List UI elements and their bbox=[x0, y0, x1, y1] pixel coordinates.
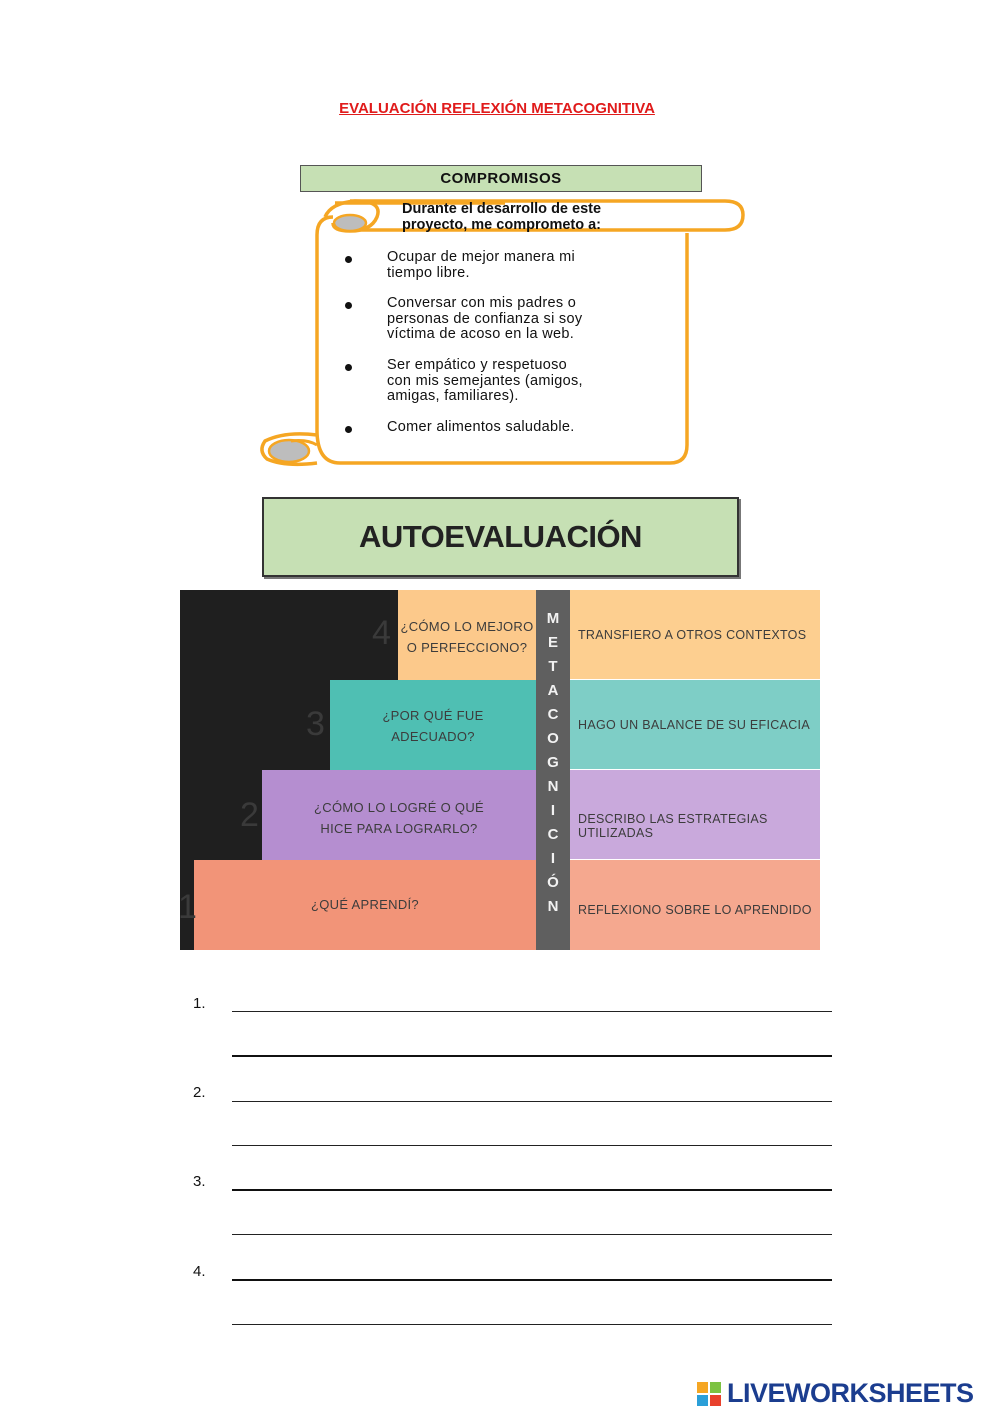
step-question-line: O PERFECCIONO? bbox=[406, 640, 528, 655]
step-4-number: 4 bbox=[372, 614, 391, 652]
step-1-action: REFLEXIONO SOBRE LO APRENDIDO bbox=[578, 903, 812, 917]
vertical-letter: I bbox=[550, 850, 556, 867]
step-3-question bbox=[330, 705, 536, 747]
bullet-icon bbox=[345, 364, 352, 371]
compromiso-line: amigas, familiares). bbox=[387, 388, 519, 404]
vertical-letter: I bbox=[550, 802, 556, 819]
intro-line: Durante el desarrollo de este bbox=[402, 201, 602, 217]
answer-line[interactable] bbox=[232, 1101, 832, 1102]
step-1-number: 1 bbox=[178, 888, 197, 926]
vertical-letter: G bbox=[547, 754, 559, 771]
metacognition-staircase bbox=[180, 590, 820, 950]
step-question-line: ¿CÓMO LO MEJORO bbox=[400, 619, 534, 634]
step-question-line: ¿POR QUÉ FUE bbox=[382, 708, 484, 723]
metacognicion-label bbox=[536, 610, 570, 922]
liveworksheets-brand: LIVEWORKSHEETS bbox=[727, 1378, 974, 1408]
answer-line[interactable] bbox=[232, 1145, 832, 1146]
bullet-icon bbox=[345, 426, 352, 433]
step-question-line: ¿CÓMO LO LOGRÉ O QUÉ bbox=[314, 800, 484, 815]
step-4-question bbox=[398, 616, 536, 658]
step-question-line: ADECUADO? bbox=[391, 729, 475, 744]
vertical-letter: Ó bbox=[547, 874, 559, 891]
compromiso-line: con mis semejantes (amigos, bbox=[387, 372, 583, 389]
autoevaluacion-header: AUTOEVALUACIÓN bbox=[262, 497, 739, 577]
vertical-letter: O bbox=[547, 730, 559, 747]
compromiso-line: Conversar con mis padres o bbox=[387, 295, 577, 311]
step-2-action: DESCRIBO LAS ESTRATEGIAS UTILIZADAS bbox=[578, 812, 768, 840]
step-1-question bbox=[194, 894, 536, 915]
vertical-letter: M bbox=[546, 610, 560, 627]
vertical-letter: C bbox=[547, 826, 559, 843]
compromiso-line: víctima de acoso en la web. bbox=[387, 326, 575, 342]
answer-line[interactable] bbox=[232, 1234, 832, 1235]
vertical-letter: E bbox=[547, 634, 558, 651]
vertical-letter: N bbox=[547, 778, 559, 795]
bullet-icon bbox=[345, 302, 352, 309]
answer-line[interactable] bbox=[232, 1189, 832, 1191]
step-4-action: TRANSFIERO A OTROS CONTEXTOS bbox=[578, 628, 807, 642]
compromisos-header: COMPROMISOS bbox=[300, 165, 702, 192]
answer-number: 4. bbox=[193, 1263, 206, 1280]
compromiso-line: personas de confianza si soy bbox=[387, 310, 583, 327]
answer-line[interactable] bbox=[232, 1011, 832, 1012]
step-3-action: HAGO UN BALANCE DE SU EFICACIA bbox=[578, 718, 810, 732]
answer-line[interactable] bbox=[232, 1324, 832, 1325]
answer-line[interactable] bbox=[232, 1055, 832, 1057]
step-2-question bbox=[262, 797, 536, 839]
compromisos-intro bbox=[402, 201, 722, 233]
step-question-line: HICE PARA LOGRARLO? bbox=[320, 821, 478, 836]
compromiso-line: Ocupar de mejor manera mi bbox=[387, 249, 576, 265]
step-question-line: ¿QUÉ APRENDÍ? bbox=[311, 897, 419, 912]
step-2-number: 2 bbox=[240, 796, 259, 834]
vertical-letter: N bbox=[547, 898, 559, 915]
intro-line: proyecto, me comprometo a: bbox=[402, 217, 602, 233]
vertical-letter: T bbox=[548, 658, 558, 675]
compromiso-line: tiempo libre. bbox=[387, 264, 470, 281]
page-title: EVALUACIÓN REFLEXIÓN METACOGNITIVA bbox=[339, 100, 655, 117]
step-3-number: 3 bbox=[306, 705, 325, 743]
vertical-letter: C bbox=[547, 706, 559, 723]
answer-line[interactable] bbox=[232, 1279, 832, 1281]
vertical-letter: A bbox=[547, 682, 559, 699]
answer-number: 2. bbox=[193, 1084, 206, 1101]
compromiso-line: Comer alimentos saludable. bbox=[387, 419, 575, 435]
answer-number: 1. bbox=[193, 995, 206, 1012]
answer-number: 3. bbox=[193, 1173, 206, 1190]
liveworksheets-icon bbox=[697, 1382, 721, 1406]
bullet-icon bbox=[345, 256, 352, 263]
compromiso-line: Ser empático y respetuoso bbox=[387, 357, 567, 373]
